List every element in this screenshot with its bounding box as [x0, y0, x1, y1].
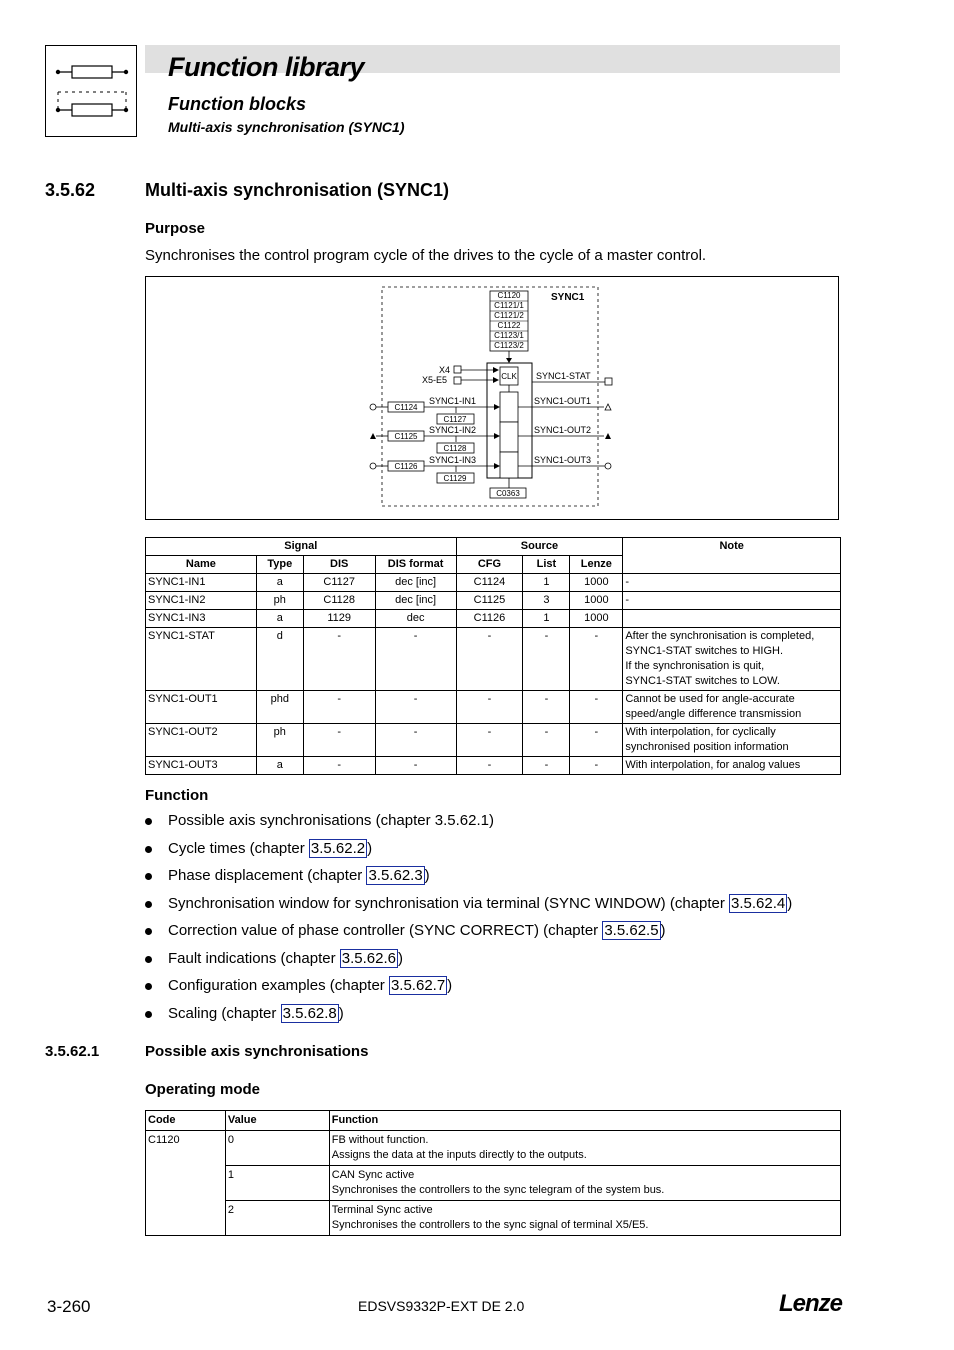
table-cell-note	[623, 592, 841, 610]
note-line: -	[625, 594, 629, 606]
in2-label: SYNC1-IN2	[429, 425, 477, 435]
note-line: Cannot be used for angle-accurate	[625, 693, 795, 705]
table-cell-name: SYNC1-IN3	[146, 610, 257, 628]
table-cell-list: 1	[523, 574, 570, 592]
table-cell-type: ph	[256, 724, 303, 757]
operating-mode-table	[145, 1110, 841, 1236]
sync1-block-diagram	[145, 276, 839, 520]
code-label: C1123/2	[494, 341, 524, 350]
table-row	[146, 757, 841, 775]
input-in3	[370, 455, 500, 483]
table-cell-dis-format: dec [inc]	[375, 592, 456, 610]
code-stack	[490, 291, 528, 351]
bullet-icon	[145, 956, 152, 963]
table-cell-list: 3	[523, 592, 570, 610]
list-item	[145, 1005, 792, 1033]
bullet-icon	[145, 818, 152, 825]
input-in1	[370, 396, 500, 424]
list-item-suffix: )	[447, 977, 453, 994]
chapter-link[interactable]: 3.5.62.7	[390, 977, 446, 994]
bullet-icon	[145, 873, 152, 880]
block-name: SYNC1	[551, 292, 585, 303]
function-line: Synchronises the controllers to the sync signal of terminal X5/E5.	[331, 1219, 649, 1231]
stat-terminal	[605, 378, 612, 385]
x4-label: X4	[439, 365, 451, 375]
purpose-text: Synchronises the control program cycle of the drives to the cycle of a master control.	[145, 247, 707, 264]
code-label: C1123/1	[494, 331, 524, 340]
table-cell-lenze: -	[570, 628, 623, 691]
table-cell-lenze: -	[570, 757, 623, 775]
table-cell-lenze: 1000	[570, 610, 623, 628]
page-subtitle: Function blocks	[168, 94, 307, 114]
clk-label: CLK	[501, 372, 517, 381]
function-line: FB without function.	[331, 1134, 429, 1146]
in3-label: SYNC1-IN3	[429, 455, 477, 465]
table-row	[146, 1166, 841, 1201]
out2-label: SYNC1-OUT2	[534, 425, 592, 435]
note-line: With interpolation, for analog values	[625, 759, 801, 771]
in1-label: SYNC1-IN1	[429, 396, 477, 406]
page-number: 3-260	[47, 1297, 91, 1316]
table-cell-dis-format: -	[375, 628, 456, 691]
code-label: C1122	[497, 321, 521, 330]
table-row	[146, 610, 841, 628]
table-cell-dis-format: -	[375, 757, 456, 775]
table-cell-code: C1120	[146, 1131, 226, 1236]
table-cell-dis-format: -	[375, 691, 456, 724]
table-cell-name: SYNC1-IN2	[146, 592, 257, 610]
note-line: SYNC1-STAT switches to HIGH.	[625, 645, 784, 657]
out3-label: SYNC1-OUT3	[534, 455, 592, 465]
table-cell-dis: -	[303, 724, 375, 757]
brand-logo: Lenze	[779, 1290, 843, 1317]
table-row	[146, 1201, 841, 1236]
note-line: If the synchronisation is quit,	[625, 660, 765, 672]
dis-code: C1127	[443, 415, 467, 424]
table-cell-dis: C1128	[303, 592, 375, 610]
note-line: SYNC1-STAT switches to LOW.	[625, 675, 780, 687]
stat-label: SYNC1-STAT	[536, 371, 591, 381]
section-number: 3.5.62	[45, 180, 96, 200]
purpose-label: Purpose	[145, 220, 206, 237]
list-item	[145, 895, 792, 923]
bullet-icon	[145, 846, 152, 853]
list-item-text: Fault indications (chapter	[168, 949, 340, 967]
table-cell-type: phd	[256, 691, 303, 724]
function-list	[145, 812, 792, 1032]
table-cell-name: SYNC1-STAT	[146, 628, 257, 691]
table-cell-name: SYNC1-OUT1	[146, 691, 257, 724]
table-cell-type: ph	[256, 592, 303, 610]
code-label: C1120	[497, 291, 521, 300]
chapter-link[interactable]: 3.5.62.3	[368, 867, 423, 884]
table-cell-dis: -	[303, 691, 375, 724]
chapter-link[interactable]: 3.5.62.6	[341, 949, 396, 967]
table-cell-name: SYNC1-OUT3	[146, 757, 257, 775]
note-line: synchronised position information	[625, 741, 789, 753]
table-row	[146, 628, 841, 691]
table-row	[146, 724, 841, 757]
table-cell-type: a	[256, 610, 303, 628]
chapter-link[interactable]: 3.5.62.4	[731, 894, 786, 912]
input-in2	[370, 425, 500, 453]
x4-terminal	[454, 366, 461, 373]
table-cell-list: -	[523, 757, 570, 775]
column-header: DIS format	[375, 556, 456, 574]
table-cell-lenze: -	[570, 691, 623, 724]
table-cell-dis: -	[303, 628, 375, 691]
note-line: With interpolation, for cyclically	[625, 726, 776, 738]
table-cell-dis: C1127	[303, 574, 375, 592]
function-line: CAN Sync active	[331, 1169, 415, 1181]
list-item-text: Possible axis synchronisations (chapter 3.5.62.1)	[168, 812, 495, 829]
chapter-logo	[45, 45, 137, 137]
x5e5-label: X5-E5	[422, 375, 448, 385]
table-cell-name: SYNC1-OUT2	[146, 724, 257, 757]
table-cell-cfg: -	[456, 691, 523, 724]
column-header: DIS	[303, 556, 375, 574]
chapter-link[interactable]: 3.5.62.2	[310, 839, 366, 857]
subsection-title: Possible axis synchronisations	[145, 1043, 369, 1060]
table-cell-list: -	[523, 724, 570, 757]
list-item	[145, 950, 792, 978]
list-item	[145, 977, 792, 1005]
table-cell-lenze: 1000	[570, 574, 623, 592]
column-header: Code	[146, 1111, 226, 1131]
column-header: Name	[146, 556, 257, 574]
function-block-icon	[46, 46, 138, 138]
table-cell-function	[329, 1166, 840, 1201]
table-cell-note	[623, 724, 841, 757]
table-cell-lenze: 1000	[570, 592, 623, 610]
document-id: EDSVS9332P-EXT DE 2.0	[358, 1298, 525, 1314]
table-cell-cfg: -	[456, 628, 523, 691]
table-cell-type: a	[256, 757, 303, 775]
table-cell-note	[623, 691, 841, 724]
code-label: C1121/1	[494, 301, 524, 310]
list-item	[145, 840, 792, 868]
column-header: Function	[329, 1111, 840, 1131]
list-item	[145, 867, 792, 895]
list-item-suffix: )	[367, 839, 373, 857]
code-label: C1121/2	[494, 311, 524, 320]
list-item-suffix: )	[787, 894, 793, 912]
x5e5-terminal	[454, 377, 461, 384]
dis-code: C1129	[443, 474, 467, 483]
table-cell-cfg: C1126	[456, 610, 523, 628]
table-cell-list: -	[523, 691, 570, 724]
table-cell-value: 1	[225, 1166, 329, 1201]
out1-label: SYNC1-OUT1	[534, 396, 592, 406]
list-item-text: Correction value of phase controller (SYNC CORRECT) (chapter	[168, 922, 603, 939]
table-cell-type: a	[256, 574, 303, 592]
table-cell-cfg: C1124	[456, 574, 523, 592]
table-cell-cfg: C1125	[456, 592, 523, 610]
table-cell-function	[329, 1201, 840, 1236]
dis-code: C0363	[496, 489, 520, 498]
chapter-link[interactable]: 3.5.62.8	[282, 1004, 337, 1022]
list-item-suffix: )	[660, 922, 666, 939]
subsection-number: 3.5.62.1	[45, 1043, 100, 1060]
function-line: Synchronises the controllers to the sync telegram of the system bus.	[331, 1184, 665, 1196]
table-row	[146, 1131, 841, 1166]
table-cell-note	[623, 757, 841, 775]
list-item-text: Cycle times (chapter	[168, 839, 309, 857]
page-title: Function library	[168, 52, 365, 82]
signal-group-header: Signal	[146, 538, 457, 556]
table-cell-note	[623, 628, 841, 691]
table-cell-lenze: -	[570, 724, 623, 757]
function-line: Assigns the data at the inputs directly to the outputs.	[331, 1149, 587, 1161]
list-item-suffix: )	[397, 949, 403, 967]
table-row	[146, 574, 841, 592]
note-header: Note	[623, 538, 841, 574]
list-item-text: Synchronisation window for synchronisation via terminal (SYNC WINDOW) (chapter	[168, 894, 730, 912]
table-cell-function	[329, 1131, 840, 1166]
note-line: speed/angle difference transmission	[625, 708, 802, 720]
bullet-icon	[145, 928, 152, 935]
table-cell-dis: 1129	[303, 610, 375, 628]
dis-code: C1128	[443, 444, 467, 453]
note-line: After the synchronisation is completed,	[625, 630, 815, 642]
table-cell-cfg: -	[456, 757, 523, 775]
table-cell-cfg: -	[456, 724, 523, 757]
cfg-code: C1125	[394, 432, 418, 441]
table-row	[146, 592, 841, 610]
table-cell-note	[623, 574, 841, 592]
bullet-icon	[145, 1011, 152, 1018]
source-group-header: Source	[456, 538, 623, 556]
section-title: Multi-axis synchronisation (SYNC1)	[145, 180, 450, 200]
signal-table	[145, 537, 841, 775]
function-label: Function	[145, 787, 209, 804]
bullet-icon	[145, 901, 152, 908]
table-cell-note	[623, 610, 841, 628]
list-item	[145, 812, 792, 840]
table-cell-list: -	[523, 628, 570, 691]
list-item-text: Scaling (chapter	[168, 1004, 281, 1022]
list-item-suffix: )	[338, 1004, 344, 1022]
column-header: List	[523, 556, 570, 574]
cfg-code: C1126	[394, 462, 418, 471]
list-item-suffix: )	[424, 867, 430, 884]
list-item-text: Phase displacement (chapter	[168, 867, 367, 884]
table-cell-value: 2	[225, 1201, 329, 1236]
table-row	[146, 691, 841, 724]
table-cell-name: SYNC1-IN1	[146, 574, 257, 592]
table-cell-dis-format: -	[375, 724, 456, 757]
cfg-code: C1124	[394, 403, 418, 412]
column-header: CFG	[456, 556, 523, 574]
bullet-icon	[145, 983, 152, 990]
operating-mode-label: Operating mode	[145, 1081, 261, 1098]
column-header: Lenze	[570, 556, 623, 574]
table-cell-dis: -	[303, 757, 375, 775]
column-header: Type	[256, 556, 303, 574]
column-header: Value	[225, 1111, 329, 1131]
table-cell-dis-format: dec [inc]	[375, 574, 456, 592]
page-subsubtitle: Multi-axis synchronisation (SYNC1)	[168, 119, 405, 135]
table-cell-list: 1	[523, 610, 570, 628]
note-line: -	[625, 576, 629, 588]
table-cell-dis-format: dec	[375, 610, 456, 628]
table-cell-value: 0	[225, 1131, 329, 1166]
table-cell-type: d	[256, 628, 303, 691]
list-item	[145, 922, 792, 950]
list-item-text: Configuration examples (chapter	[168, 977, 389, 994]
function-line: Terminal Sync active	[331, 1204, 433, 1216]
chapter-link[interactable]: 3.5.62.5	[604, 922, 659, 939]
